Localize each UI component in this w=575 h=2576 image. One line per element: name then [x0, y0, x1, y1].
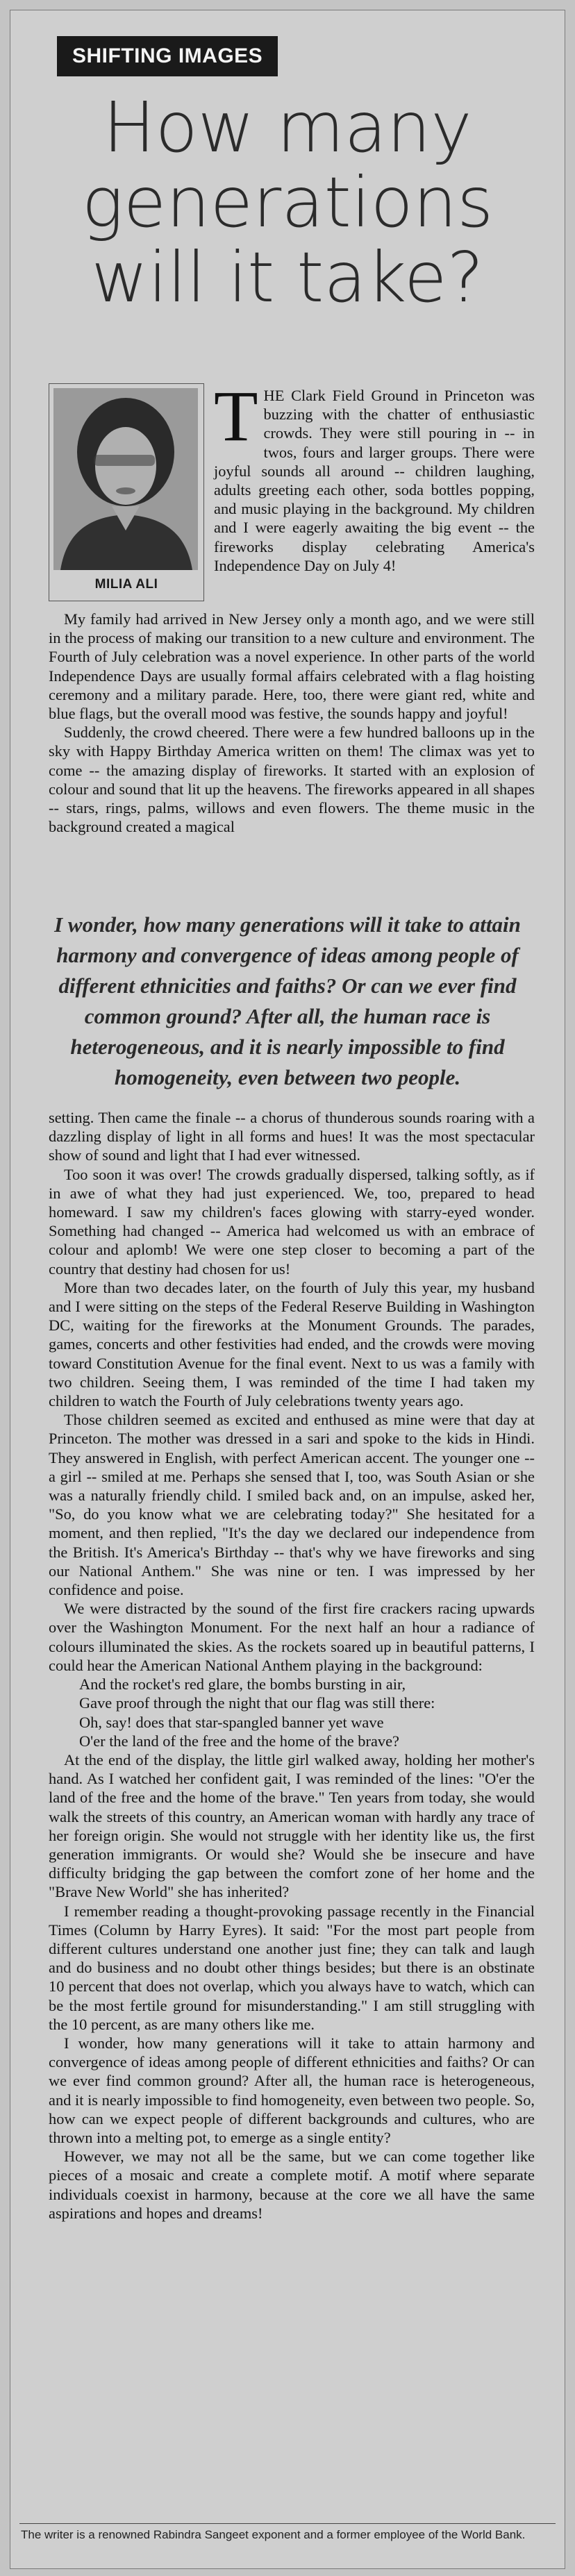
- author-name: MILIA ALI: [94, 577, 158, 592]
- verse-line: And the rocket's red glare, the bombs bursting in air,: [79, 1675, 406, 1693]
- pull-quote: I wonder, how many generations will it take to attain harmony and convergence of ideas among people of different ethnicities and faiths? Or can we ever find common ground? After all, the human race is heterogeneous, and it is nearly impossible to find homogeneity, even between two people.: [54, 912, 521, 1089]
- anthem-verse: [49, 1675, 535, 1750]
- headline-line: How many: [103, 87, 472, 168]
- footnote-divider: [19, 2523, 556, 2524]
- paragraph: My family had arrived in New Jersey only a month ago, and we were still in the process of making our transition to a new culture and environment. The Fourth of July celebration was a novel experience. In other parts of the world Independence Days are usually formal affairs celebrated with a flag hoisting ceremony and a military parade. Here, too, there were giant red, white and blue flags, but the overall mood was festive, the sounds happy and joyful!: [49, 610, 535, 723]
- author-portrait-icon: [53, 388, 198, 570]
- article-intro: [214, 376, 535, 575]
- paragraph: We were distracted by the sound of the first fire crackers racing upwards over the Washington Monument. For the next half an hour a radiance of colours illuminated the skies. As the rockets soared up in beautiful patterns, I could hear the American National Anthem playing in the background:: [49, 1600, 535, 1674]
- paragraph: Too soon it was over! The crowds gradually dispersed, talking softly, as if in awe of what they had just experienced. We, too, prepared to head homeward. I saw my children's faces glowing with starry-eyed wonder. Something had changed -- America had welcomed us with an embrace of colour and aplomb! We were one step closer to becoming a part of the country that destiny had chosen for us!: [49, 1165, 535, 1278]
- paragraph: Those children seemed as excited and enthused as mine were that day at Princeton. The mother was dressed in a sari and spoke to the kids in Hindi. They answered in English, with perfect American accent. The younger one -- a girl -- smiled at me. Perhaps she sensed that I, too, was South Asian or she was a naturally friendly child. I smiled back and, on an impulse, asked her, "So, do you know what we are celebrating today?" She hesitated for a moment, and then replied, "It's the day we declared our independence from the British. It's America's Birthday -- that's why we have fireworks and sing our National Anthem." She was nine or ten. I was impressed by her confidence and poise.: [49, 1411, 535, 1599]
- article-column-top: [49, 610, 535, 836]
- drop-cap: T: [214, 376, 258, 456]
- paragraph: I wonder, how many generations will it take to attain harmony and convergence of ideas among people of different ethnicities and faiths? Or can we ever find common ground? After all, the human race is heterogeneous, and it is nearly impossible to find homogeneity, even between two people. So, how can we expect people of different backgrounds and cultures, who are thrown into a melting pot, to emerge as a single entity?: [49, 2034, 535, 2146]
- headline-line: will it take?: [91, 237, 484, 318]
- paragraph: setting. Then came the finale -- a chorus of thunderous sounds roaring with a dazzling display of light in all forms and hues! It was the most spectacular show of sound and light that I had ever witnessed.: [49, 1109, 535, 1164]
- paragraph: At the end of the display, the little girl walked away, holding her mother's hand. As I watched her confident gait, I was reminded of the lines: "O'er the land of the free and the home of the brave." Ten years from today, she would walk the streets of this country, an American woman with hardly any trace of her foreign origin. She would not struggle with her identity like us, the first generation immigrants. Or would she? Would she be insecure and have difficulty bridging the gap between the comfort zone of her home and the "Brave New World" she has inherited?: [49, 1750, 535, 1901]
- verse-line: Gave proof through the night that our flag was still there:: [79, 1694, 435, 1712]
- headline-line: generations: [81, 162, 494, 243]
- author-photo: [53, 388, 198, 570]
- verse-line: Oh, say! does that star-spangled banner yet wave: [79, 1713, 384, 1731]
- paragraph: I remember reading a thought-provoking passage recently in the Financial Times (Column by Harry Eyres). It said: "For the most part people from different cultures understand one another just fine; they can talk and laugh and do business and no doubt other things besides; but there is an obstinate 10 percent that does not overlap, which you always have to watch, which can be the most fertile ground for misunderstanding." I am still struggling with the 10 percent, as are many others like me.: [49, 1902, 535, 2033]
- author-footnote: The writer is a renowned Rabindra Sangeet exponent and a former employee of the World Bank.: [21, 2528, 526, 2541]
- paragraph: However, we may not all be the same, but we can come together like pieces of a mosaic and create a complete motif. A motif where separate individuals coexist in harmony, because at the core we all have the same aspirations and hopes and dreams!: [49, 2148, 535, 2222]
- intro-text: HE Clark Field Ground in Princeton was buzzing with the chatter of enthusiastic crowds. They were still pouring in -- in twos, fours and larger groups. There were joyful sounds all around -- children laughing, adults greeting each other, soda bottles popping, and music playing in the background. My children and I were eagerly awaiting the big event -- the fireworks display celebrating America's Independence Day on July 4!: [214, 387, 535, 574]
- section-tag: SHIFTING IMAGES: [57, 36, 278, 76]
- headline: [21, 87, 554, 318]
- paragraph: More than two decades later, on the fourth of July this year, my husband and I were sitting on the steps of the Federal Reserve Building in Washington DC, waiting for the fireworks at the Monument Grounds. The parades, games, concerts and other festivities had ended, and the crowds were moving toward Constitution Avenue for the final event. Next to us was a family with two children. Seeing them, I was reminded of the time I had taken my children to watch the Fourth of July celebrations twenty years ago.: [49, 1278, 535, 1410]
- author-photo-box: [49, 383, 204, 601]
- verse-line: O'er the land of the free and the home of the brave?: [79, 1732, 399, 1750]
- article-column-bottom: [49, 1108, 535, 2223]
- paragraph: Suddenly, the crowd cheered. There were a few hundred balloons up in the sky with Happy Birthday America written on them! The climax was yet to come -- the amazing display of fireworks. It started with an explosion of colour and sound that lit up the heavens. The fireworks appeared in all shapes -- stars, rings, palms, willows and even flowers. The theme music in the background created a magical: [49, 724, 535, 836]
